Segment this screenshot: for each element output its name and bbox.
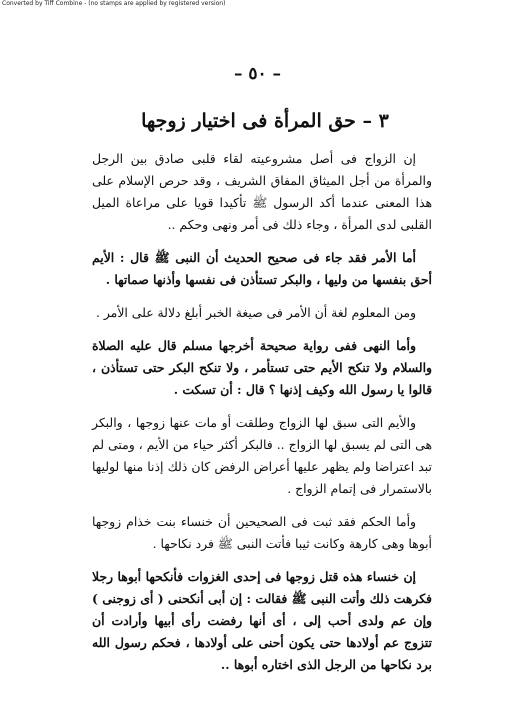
- converter-banner: Converted by Tiff Combine - (no stamps are applied by registered version): [2, 0, 226, 7]
- body-text: [92, 148, 432, 687]
- paragraph-prohibition: وأما النهى ففى رواية صحيحة أخرجها مسلم قال عليه الصلاة والسلام ولا تنكح الأيم حتى تستأمر ، ولا تنكح البكر حتى تستأذن ، قالوا يا رسول الله وكيف إذنها ؟ قال : أن تسكت .: [92, 338, 432, 397]
- paragraph-command: أما الأمر فقد جاء فى صحيح الحديث أن النبى ﷺ قال : الأيم أحق بنفسها من وليها ، والبكر تستأذن فى نفسها وأذنها صماتها .: [92, 250, 432, 287]
- paragraph-khansa-story: إن خنساء هذه قتل زوجها فى إحدى الغزوات فأنكحها أبوها رجلا فكرهت ذلك وأتت النبى ﷺ فقالت : إن أبى أنكحنى ( أى زوجنى ) وإن عم ولدى أحب إلى ، أى أنها رفضت رأى أبيها وأرادت أن تتزوج عم أولادها حتى يكون أحنى على أولادها ، فحكم رسول الله برد نكاحها من الرجل الذى اختاره أبوها ..: [92, 569, 432, 672]
- paragraph-note: ومن المعلوم لغة أن الأمر فى صيغة الخبر أبلغ دلالة على الأمر .: [95, 305, 416, 320]
- paragraph-ruling: وأما الحكم فقد ثبت فى الصحيحين أن خنساء بنت خذام زوجها أبوها وهى كارهة وكانت ثيبا فأتت النبى ﷺ فرد نكاحها .: [92, 514, 432, 551]
- section-title: ٣ – حق المرأة فى اختيار زوجها: [141, 110, 389, 132]
- paragraph-intro: إن الزواج فى أصل مشروعيته لقاء قلبى صادق بين الرجل والمرأة من أجل الميثاق المفاق الشريف ، وقد حرص الإسلام على هذا المعنى عندما أكد الرسول ﷺ تأكيدا قويا على مراعاة الميل القلبى لدى المرأة ، وجاء ذلك فى أمر ونهى وحكم ..: [92, 151, 432, 232]
- page-number: – ٥٠ –: [233, 64, 282, 84]
- paragraph-explanation: والأيم التى سبق لها الزواج وطلقت أو مات عنها زوجها ، والبكر هى التى لم يسبق لها الزواج .. فالبكر أكثر حياء من الأيم ، ومتى لم تبد اعتراضا ولم يظهر عليها أعراض الرفض كان ذلك إذنا منها لوليها بالاستمرار فى إتمام الزواج .: [92, 415, 432, 496]
